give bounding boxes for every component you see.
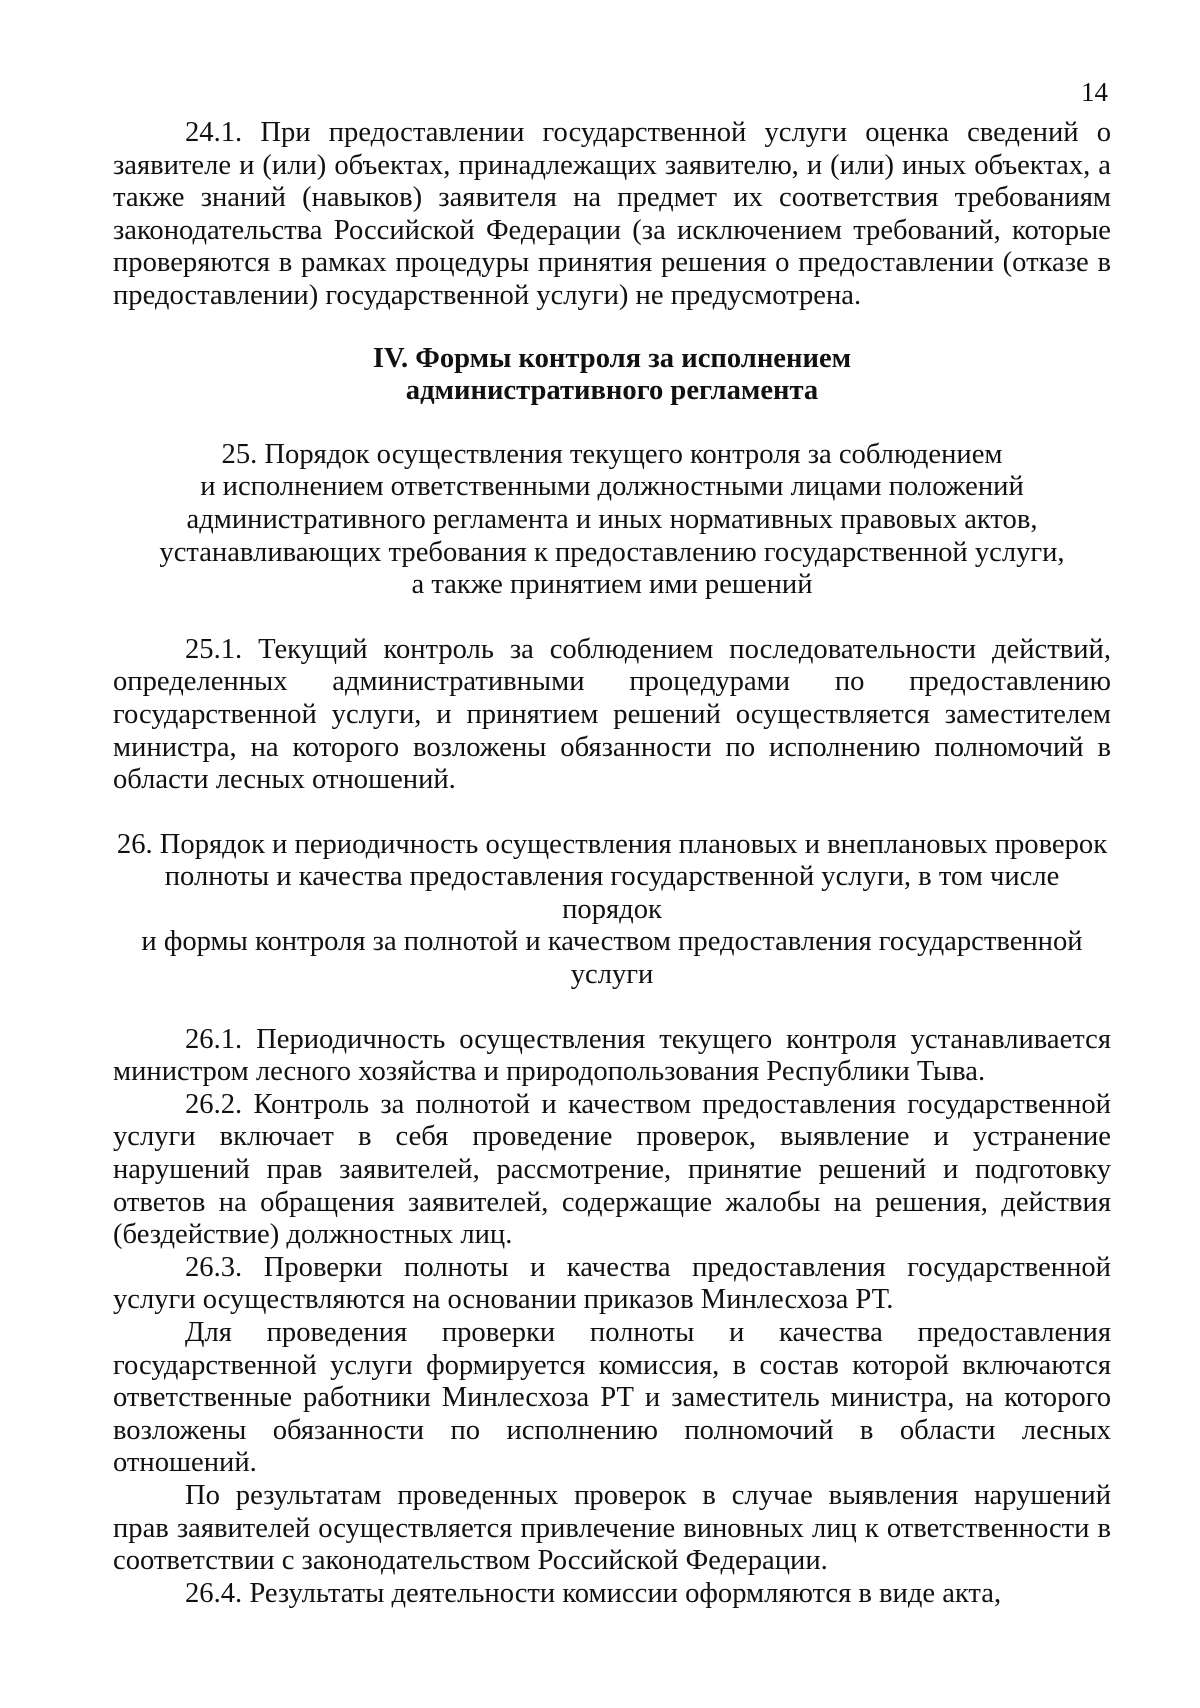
page-number: 14: [1081, 77, 1108, 107]
document-body: [113, 117, 1111, 1610]
heading-26-line-3: и формы контроля за полнотой и качеством предоставления государственной: [141, 926, 1083, 958]
heading-26: [113, 829, 1111, 992]
heading-26-line-4: услуги: [570, 959, 654, 991]
paragraph-25-1: 25.1. Текущий контроль за соблюдением последовательности действий, определенных административными процедурами по предоставлению государственной услуги, и принятием решений осуществляется заместителем министра, на которого возложены обязанности по исполнению полномочий в области лесных отношений.: [113, 633, 1111, 796]
paragraph-24-1: 24.1. При предоставлении государственной услуги оценка сведений о заявителе и (или) объектах, принадлежащих заявителю, и (или) иных объектах, а также знаний (навыков) заявителя на предмет их соответствия требованиям законодательства Российской Федерации (за исключением требований, которые проверяются в рамках процедуры принятия решения о предоставлении (отказе в предоставлении) государственной услуги) не предусмотрена.: [113, 117, 1111, 311]
paragraph-26-3-results: По результатам проведенных проверок в случае выявления нарушений прав заявителей осуществляется привлечение виновных лиц к ответственности в соответствии с законодательством Российской Федерации.: [113, 1479, 1111, 1577]
heading-25-line-4: устанавливающих требования к предоставлению государственной услуги,: [159, 536, 1065, 568]
paragraph-26-3-commission: Для проведения проверки полноты и качества предоставления государственной услуги формируется комиссия, в состав которой включаются ответственные работники Минлесхоза РТ и заместитель министра, на которого возложены обязанности по исполнению полномочий в области лесных отношений.: [113, 1317, 1111, 1479]
heading-26-line-1: 26. Порядок и периодичность осуществления плановых и внеплановых проверок: [116, 828, 1108, 860]
paragraph-26-3: 26.3. Проверки полноты и качества предоставления государственной услуги осуществляются на основании приказов Минлесхоза РТ.: [113, 1251, 1111, 1316]
heading-25-line-3: административного регламента и иных нормативных правовых актов,: [186, 503, 1038, 535]
heading-25-line-2: и исполнением ответственными должностными лицами положений: [200, 471, 1024, 503]
heading-25-line-1: 25. Порядок осуществления текущего контроля за соблюдением: [221, 438, 1003, 470]
section-iv-heading-line-1: IV. Формы контроля за исполнением: [372, 342, 852, 374]
section-iv-heading: [113, 343, 1111, 408]
paragraph-26-4: 26.4. Результаты деятельности комиссии оформляются в виде акта,: [185, 1577, 1002, 1609]
heading-25: [113, 439, 1111, 602]
paragraph-26-1: 26.1. Периодичность осуществления текущего контроля устанавливается министром лесного хозяйства и природопользования Республики Тыва.: [113, 1023, 1111, 1088]
paragraph-26-2: 26.2. Контроль за полнотой и качеством предоставления государственной услуги включает в себя проведение проверок, выявление и устранение нарушений прав заявителей, рассмотрение, принятие решений и подготовку ответов на обращения заявителей, содержащие жалобы на решения, действия (бездействие) должностных лиц.: [113, 1088, 1111, 1251]
heading-26-line-2: полноты и качества предоставления государственной услуги, в том числе порядок: [164, 861, 1060, 925]
section-iv-heading-line-2: административного регламента: [405, 375, 819, 407]
heading-25-line-5: а также принятием ими решений: [411, 569, 813, 601]
